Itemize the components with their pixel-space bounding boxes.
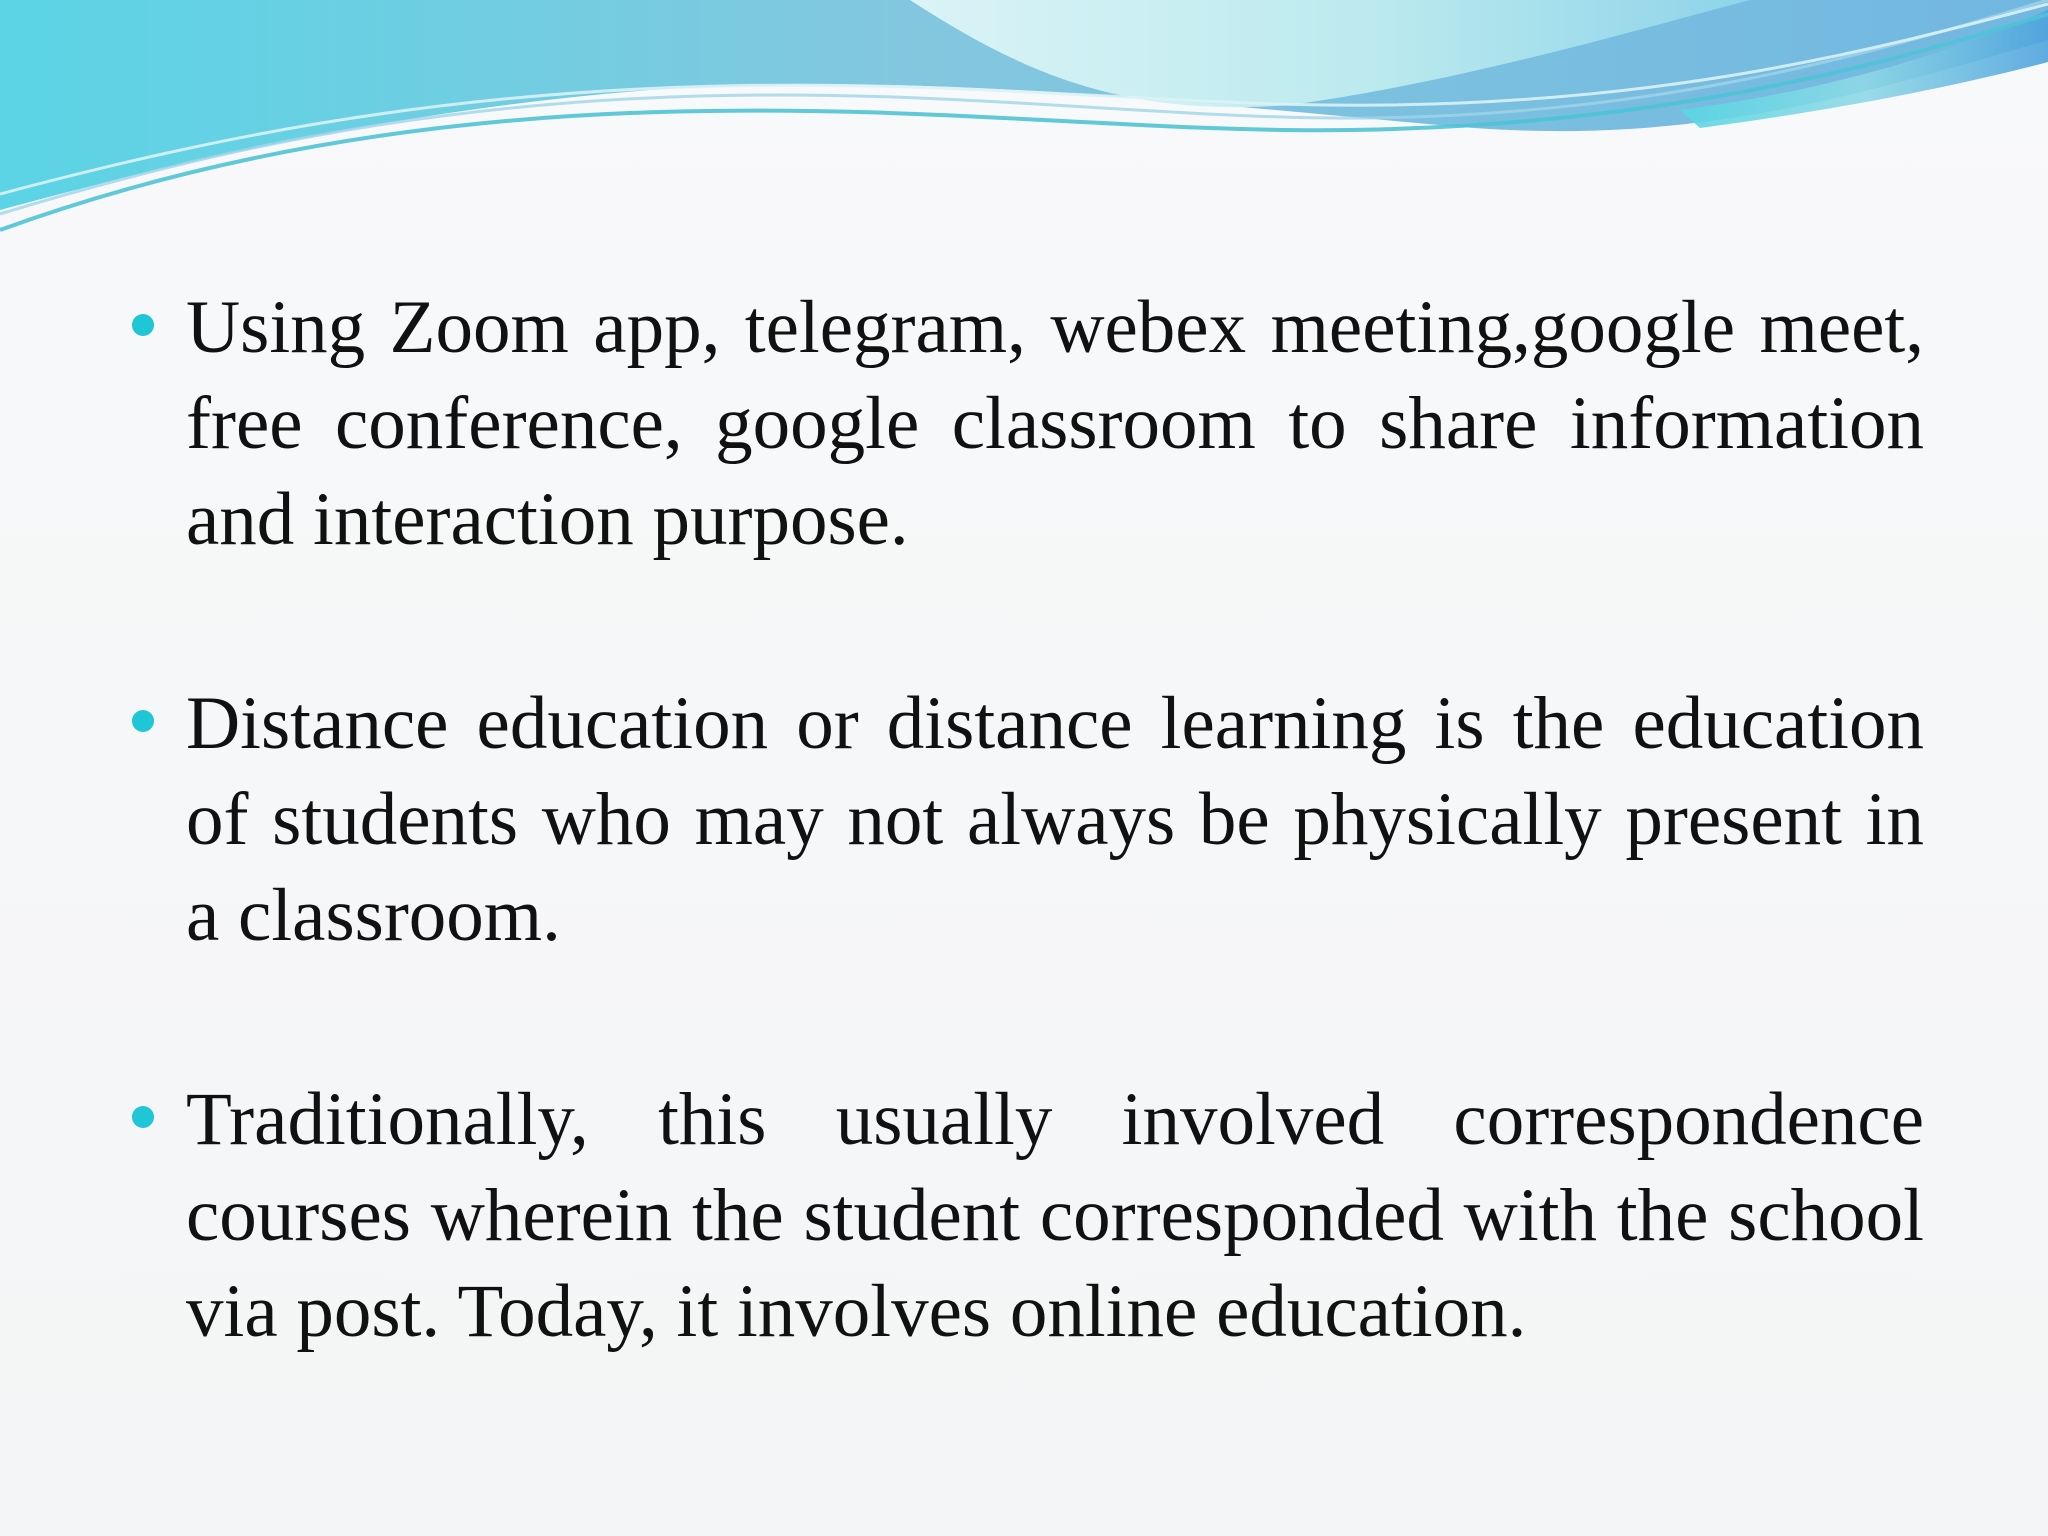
bullet-text: Distance education or distance learning is the education of students who may not always be physically present in a classroom. bbox=[186, 682, 1924, 957]
bullet-item bbox=[128, 1072, 1924, 1360]
bullet-dot-icon bbox=[132, 314, 154, 336]
header-wave-decoration bbox=[0, 0, 2048, 240]
bullet-dot-icon bbox=[132, 1106, 154, 1128]
bullet-list bbox=[128, 280, 1924, 1360]
bullet-text: Using Zoom app, telegram, webex meeting,google meet, free conference, google classroom to share information and interaction purpose. bbox=[186, 286, 1924, 561]
bullet-item bbox=[128, 676, 1924, 964]
bullet-item bbox=[128, 280, 1924, 568]
bullet-text: Traditionally, this usually involved correspondence courses wherein the student corresponded with the school via post. Today, it involves online education. bbox=[186, 1078, 1924, 1353]
bullet-dot-icon bbox=[132, 710, 154, 732]
